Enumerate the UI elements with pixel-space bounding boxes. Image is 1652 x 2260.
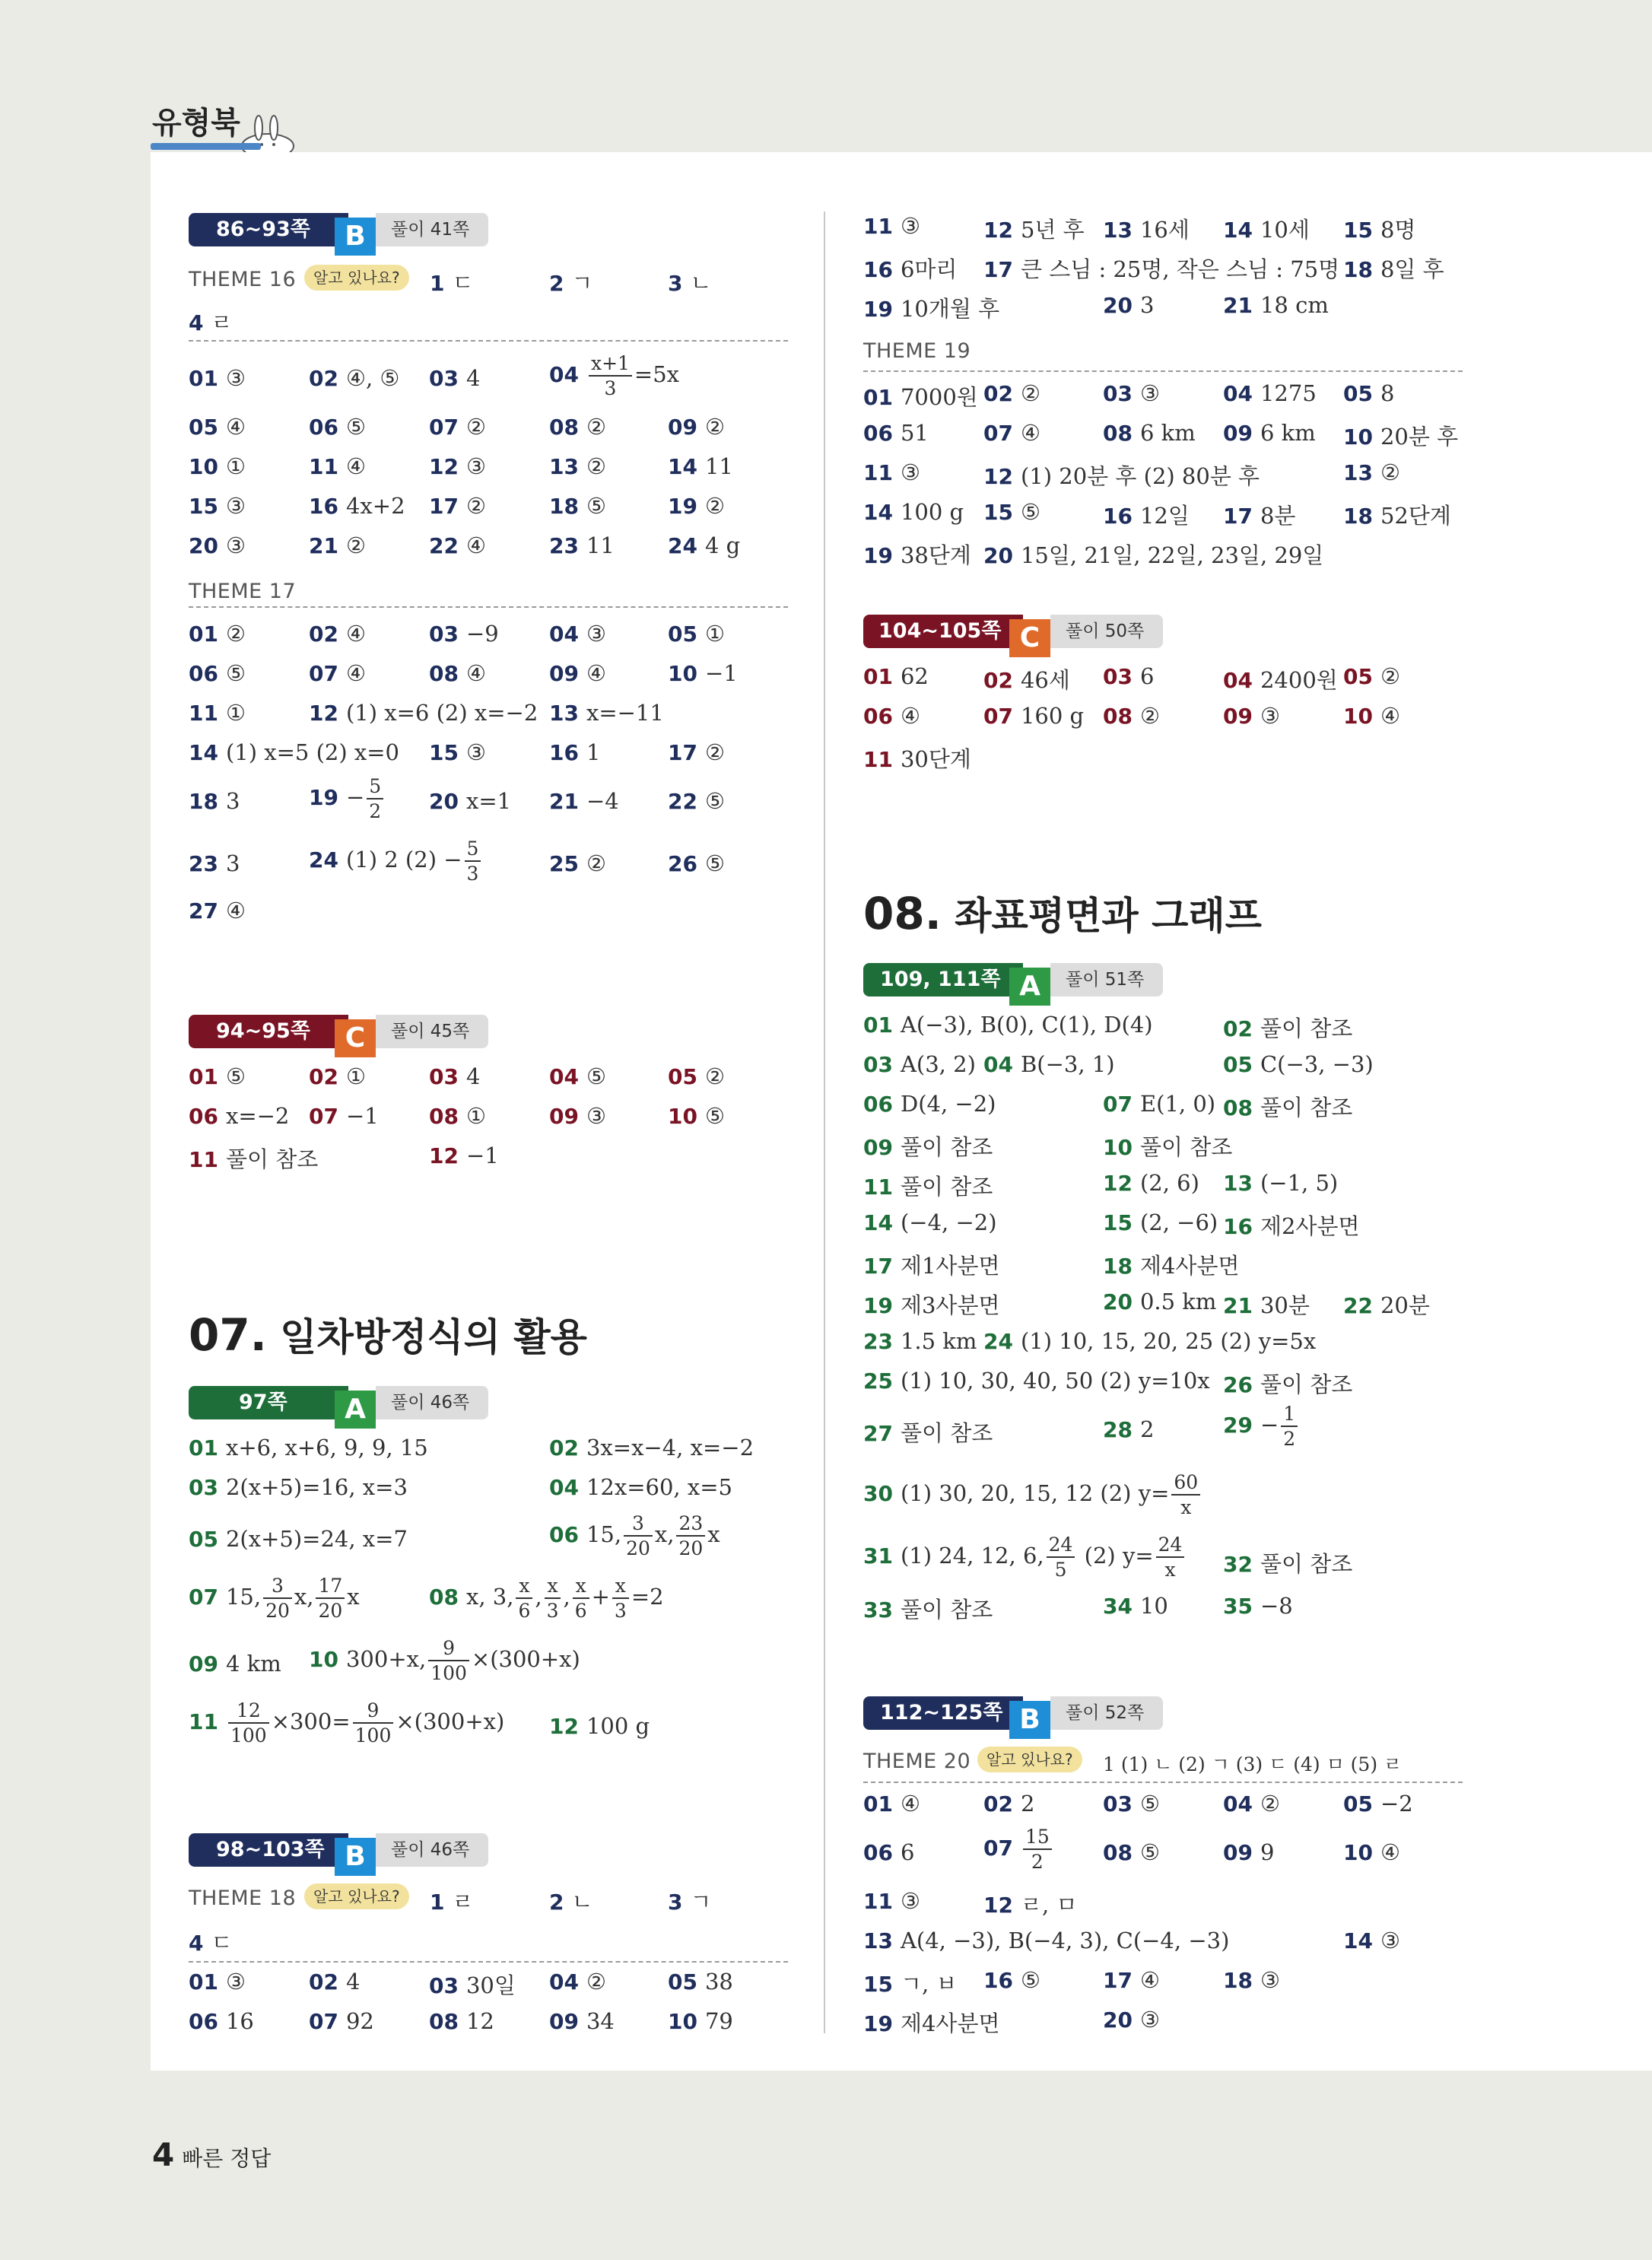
answer-item: 15 8명 [1343,217,1416,243]
answer-item: 16 12일 [1103,503,1190,529]
answer-item: 03 6 [1103,663,1155,689]
answer-item: 35 −8 [1223,1593,1293,1619]
answer-item: 03 ③ [1103,380,1160,406]
answer-item: 06 ⑤ [189,660,246,686]
answer-item: 15 ③ [429,739,486,765]
answer-item: 07 E(1, 0) [1103,1091,1216,1117]
answer-item: 12 (2, 6) [1103,1170,1199,1196]
answer-item: 01 ③ [189,1969,246,1995]
answer-item: 07 ④ [309,660,366,686]
answer-item: 05 ① [668,621,725,647]
answer-item: 25 ② [549,850,606,876]
answer-item: 01 ④ [863,1791,920,1817]
answer-item: 06 ④ [863,703,920,729]
answer-item: 12 −1 [429,1143,499,1168]
answer-item: 04 B(−3, 1) [983,1051,1115,1077]
answer-item: 10 ⑤ [668,1103,725,1129]
answer-item: 06 x=−2 [189,1103,290,1129]
answer-item: 06 16 [189,2008,254,2034]
answer-item: 17 ② [429,493,486,519]
answer-item: 17 ② [668,739,725,765]
answer-item: 09 4 km [189,1651,281,1677]
fraction: $\frac{23}{20}$ [676,1514,705,1558]
answer-item: 10 300+x, $\frac{9}{100}$ ×(300+x) [309,1637,580,1684]
answer-item: 29 − $\frac{1}{2}$ [1223,1404,1300,1448]
fraction: $\frac{5}{2}$ [367,777,383,821]
answer-item: 05 −2 [1343,1791,1413,1817]
answer-item: 06 D(4, −2) [863,1091,996,1117]
answer-item: 23 11 [549,532,615,558]
answer-item: 17 큰 스님 : 25명, 작은 스님 : 75명 [983,256,1340,282]
answer-item: 19 제4사분면 [863,2010,1000,2036]
answer-item: 08 풀이 참조 [1223,1095,1353,1120]
chapter-07-heading: 07. 일차방정식의 활용 [189,1309,587,1361]
answer-item: 28 2 [1103,1416,1155,1442]
answer-item: 11 ③ [863,213,920,239]
answer-item: 3 ㄱ [668,1889,712,1915]
answer-item: 04 ② [1223,1791,1280,1817]
answer-item: 13 16세 [1103,217,1190,243]
know-badge: 알고 있나요? [304,1883,409,1909]
answer-item: 12 (1) x=6 (2) x=−2 [309,700,538,726]
answer-item: 07 $\frac{15}{2}$ [983,1827,1054,1871]
answer-item: 07 ② [429,414,486,440]
answer-item: 20 x=1 [429,788,512,814]
answer-item: 21 −4 [549,788,619,814]
answer-item: 18 ⑤ [549,493,606,519]
fraction: $\frac{15}{2}$ [1023,1827,1052,1871]
answer-item: 04 1275 [1223,380,1317,406]
answer-item: 30 (1) 30, 20, 15, 12 (2) y= $\frac{60}{x}$ [863,1473,1202,1517]
fraction: $\frac{9}{100}$ [353,1701,394,1745]
answer-item: 01 x+6, x+6, 9, 9, 15 [189,1435,428,1461]
answer-item: 11 ① [189,700,246,726]
answer-item: 15 (2, −6) [1103,1209,1218,1235]
answer-item: 07 15, $\frac{3}{20}$ x, $\frac{17}{20}$ x [189,1575,360,1622]
answer-item: 13 ② [549,453,606,479]
answer-item: 02 ② [983,380,1040,406]
answer-item: 04 ⑤ [549,1063,606,1089]
answer-item: 2 ㄴ [549,1889,593,1915]
answer-item: 10 ④ [1343,703,1400,729]
dashed-divider [189,1961,788,1963]
answer-item: 06 15, $\frac{3}{20}$ x, $\frac{23}{20}$ x [549,1512,720,1559]
answer-item: 21 ② [309,532,366,558]
answer-item: 06 51 [863,420,929,446]
answer-item: 19 − $\frac{5}{2}$ [309,777,386,821]
dashed-divider [189,606,788,608]
theme-18-title: THEME 18 [189,1887,297,1910]
answer-item: 31 (1) 24, 12, 6, $\frac{24}{5}$ (2) y= $\frac{24}{x}$ [863,1535,1187,1579]
answer-item: 03 ⑤ [1103,1791,1160,1817]
answer-item: 03 4 [429,1063,481,1089]
answer-item: 17 ④ [1103,1967,1160,1993]
answer-item: 07 92 [309,2008,374,2034]
answer-item: 10 −1 [668,660,738,686]
chapter-08-heading: 08. 좌표평면과 그래프 [863,888,1262,939]
answer-item: 24 (1) 10, 15, 20, 25 (2) y=5x [983,1328,1317,1354]
answer-item: 04 12x=60, x=5 [549,1474,732,1500]
dashed-divider [863,370,1463,372]
answer-item: 21 18 cm [1223,292,1329,318]
answer-item: 10 풀이 참조 [1103,1134,1233,1160]
fraction: $\frac{24}{5}$ [1047,1535,1075,1579]
answer-item: 09 ④ [549,660,606,686]
answer-item: 21 30분 [1223,1292,1310,1318]
answer-item: 04 ② [549,1969,606,1995]
fraction: $\frac{x}{6}$ [573,1576,589,1620]
answer-item: 05 ④ [189,414,246,440]
answer-item: 04 2400원 [1223,667,1338,693]
answer-item: 2 ㄱ [549,270,593,296]
answer-item: 08 ④ [429,660,486,686]
answer-item: 04 $\frac{x+1}{3}$ =5x [549,352,680,399]
answer-item: 09 ③ [1223,703,1280,729]
answer-item: 09 ③ [549,1103,606,1129]
answer-item: 24 (1) 2 (2) − $\frac{5}{3}$ [309,839,483,883]
answer-item: 08 x, 3, $\frac{x}{6}$ , $\frac{x}{3}$ , $\frac{x}{6}$ + $\frac{x}{3}$ =2 [429,1575,664,1622]
answer-item: 02 46세 [983,667,1070,693]
answer-item: 16 4x+2 [309,493,405,519]
answer-item: 11 30단계 [863,746,971,772]
answer-item: 4 ㄹ [189,310,233,335]
answer-item: 05 ② [668,1063,725,1089]
answer-item: 14 (1) x=5 (2) x=0 [189,739,399,765]
answer-item: 07 ④ [983,420,1040,446]
answer-item: 09 9 [1223,1839,1275,1865]
dashed-divider [863,1782,1463,1783]
answer-item: 18 8일 후 [1343,256,1444,282]
column-divider [824,211,825,2033]
answer-item: 1 ㄷ [430,270,474,296]
fraction: $\frac{3}{20}$ [624,1514,653,1558]
answer-item: 03 2(x+5)=16, x=3 [189,1474,408,1500]
answer-item: 18 제4사분면 [1103,1253,1240,1279]
theme-17-title: THEME 17 [189,580,297,603]
answer-item: 04 ③ [549,621,606,647]
answer-item: 16 ⑤ [983,1967,1040,1993]
answer-item: 18 52단계 [1343,503,1451,529]
dashed-divider [189,340,788,342]
answer-item: 12 100 g [549,1713,650,1739]
answer-item: 08 12 [429,2008,494,2034]
answer-item: 08 ② [1103,703,1160,729]
answer-item: 3 ㄴ [668,270,712,296]
answer-item: 03 −9 [429,621,499,647]
answer-item: 4 ㄷ [189,1930,233,1956]
answer-item: 05 38 [668,1969,733,1995]
fraction: $\frac{24}{x}$ [1156,1535,1185,1579]
answer-item: 10 ① [189,453,246,479]
fraction: $\frac{17}{20}$ [316,1576,345,1620]
answer-item: 03 30일 [429,1972,516,1998]
answer-item: 07 −1 [309,1103,379,1129]
answer-item: 22 ⑤ [668,788,725,814]
answer-item: 02 풀이 참조 [1223,1016,1353,1041]
answer-item: 15 ㄱ, ㅂ [863,1971,958,1997]
answer-item: 13 ② [1343,459,1400,485]
answer-item: 16 1 [549,739,601,765]
fraction: $\frac{x}{3}$ [612,1576,629,1620]
answer-item: 08 6 km [1103,420,1196,446]
answer-item: 02 4 [309,1969,361,1995]
answer-item: 20 ③ [1103,2007,1160,2033]
answer-item: 01 62 [863,663,929,689]
answer-item: 05 2(x+5)=24, x=7 [189,1526,408,1552]
answer-item: 03 4 [429,365,481,391]
answer-item: 08 ② [549,414,606,440]
book-title: 유형북 [152,106,240,141]
answer-item: 33 풀이 참조 [863,1597,993,1623]
answer-item: 19 38단계 [863,542,971,568]
answer-item: 13 x=−11 [549,700,664,726]
answer-item: 01 ⑤ [189,1063,246,1089]
theme-20-title: THEME 20 [863,1750,971,1773]
answer-item: 12 (1) 20분 후 (2) 80분 후 [983,463,1260,489]
fraction: $\frac{60}{x}$ [1171,1473,1200,1517]
answer-item: 17 제1사분면 [863,1253,1000,1279]
answer-item: 16 제2사분면 [1223,1213,1360,1239]
answer-item: 14 11 [668,453,733,479]
answer-item: 20 ③ [189,532,246,558]
answer-item: 07 160 g [983,703,1085,729]
answer-item: 22 ④ [429,532,486,558]
answer-item: 11 ④ [309,453,366,479]
answer-item: 15 ⑤ [983,499,1040,525]
answer-item: 12 ㄹ, ㅁ [983,1892,1078,1918]
answer-item: 12 5년 후 [983,217,1085,243]
answer-item: 01 7000원 [863,384,978,410]
answer-item: 14 (−4, −2) [863,1209,997,1235]
answer-item: 06 6 [863,1839,915,1865]
answer-item: 16 6마리 [863,256,958,282]
answer-item: 13 A(4, −3), B(−4, 3), C(−4, −3) [863,1928,1230,1953]
answer-item: 08 ⑤ [1103,1839,1160,1865]
answer-item: 09 34 [549,2008,615,2034]
fraction: $\frac{5}{3}$ [465,839,481,883]
answer-item: 20 3 [1103,292,1155,318]
answer-item: 09 6 km [1223,420,1316,446]
theme-16-title: THEME 16 [189,268,297,291]
answer-item: 05 C(−3, −3) [1223,1051,1374,1077]
answer-item: 11 풀이 참조 [863,1174,993,1200]
header-underline [151,143,261,150]
answer-item: 05 8 [1343,380,1395,406]
answer-item: 27 ④ [189,898,246,923]
answer-item: 26 ⑤ [668,850,725,876]
answer-item: 09 풀이 참조 [863,1134,993,1160]
answer-item: 02 ④ [309,621,366,647]
answer-item: 1 (1) ㄴ (2) ㄱ (3) ㄷ (4) ㅁ (5) ㄹ [1103,1753,1403,1775]
answer-item: 25 (1) 10, 30, 40, 50 (2) y=10x [863,1368,1210,1394]
answer-item: 03 A(3, 2) [863,1051,976,1077]
answer-item: 24 4 g [668,532,741,558]
answer-item: 13 (−1, 5) [1223,1170,1339,1196]
fraction: $\frac{12}{100}$ [228,1701,269,1745]
answer-item: 09 ② [668,414,725,440]
answer-item: 11 ③ [863,459,920,485]
answer-item: 02 ① [309,1063,366,1089]
fraction: $\frac{3}{20}$ [263,1576,292,1620]
answer-item: 19 제3사분면 [863,1292,1000,1318]
answer-item: 19 ② [668,493,725,519]
answer-item: 14 ③ [1343,1928,1400,1953]
answer-item: 01 ③ [189,365,246,391]
fraction: $\frac{x}{6}$ [516,1576,532,1620]
answer-item: 05 ② [1343,663,1400,689]
answer-item: 12 ③ [429,453,486,479]
answer-item: 23 1.5 km [863,1328,977,1354]
answer-item: 08 ① [429,1103,486,1129]
know-badge: 알고 있나요? [304,265,409,291]
fraction: $\frac{x+1}{3}$ [589,354,632,398]
answer-item: 10 ④ [1343,1839,1400,1865]
theme-19-title: THEME 19 [863,339,971,363]
answer-item: 19 10개월 후 [863,296,1000,322]
answer-item: 14 100 g [863,499,964,525]
answer-item: 18 ③ [1223,1967,1280,1993]
answer-item: 14 10세 [1223,217,1310,243]
answer-item: 02 3x=x−4, x=−2 [549,1435,755,1461]
answer-item: 02 ④, ⑤ [309,365,400,391]
answer-item: 20 0.5 km [1103,1289,1217,1314]
answer-item: 32 풀이 참조 [1223,1551,1353,1577]
answer-item: 22 20분 [1343,1292,1430,1318]
answer-item: 27 풀이 참조 [863,1420,993,1446]
fraction: $\frac{1}{2}$ [1281,1404,1298,1448]
answer-item: 11 $\frac{12}{100}$ ×300= $\frac{9}{100}$ ×(300+x) [189,1699,505,1747]
answer-item: 10 79 [668,2008,733,2034]
answer-item: 20 15일, 21일, 22일, 23일, 29일 [983,542,1324,568]
answer-item: 26 풀이 참조 [1223,1372,1353,1397]
answer-item: 10 20분 후 [1343,424,1459,450]
answer-item: 02 2 [983,1791,1035,1817]
page-footer [152,2136,271,2173]
answer-item: 1 ㄹ [430,1889,474,1915]
answer-item: 11 ③ [863,1888,920,1914]
answer-item: 01 A(−3), B(0), C(1), D(4) [863,1012,1153,1038]
answer-item: 34 10 [1103,1593,1168,1619]
answer-item: 17 8분 [1223,503,1296,529]
know-badge: 알고 있나요? [977,1747,1082,1772]
answer-item: 11 풀이 참조 [189,1146,319,1172]
answer-item: 15 ③ [189,493,246,519]
fraction: $\frac{9}{100}$ [428,1639,469,1683]
page-number: 4 [152,2136,175,2173]
fraction: $\frac{x}{3}$ [545,1576,561,1620]
answer-item: 18 3 [189,788,240,814]
footer-label: 빠른 정답 [182,2146,272,2171]
answer-item: 23 3 [189,850,240,876]
answer-item: 06 ⑤ [309,414,366,440]
answer-item: 01 ② [189,621,246,647]
